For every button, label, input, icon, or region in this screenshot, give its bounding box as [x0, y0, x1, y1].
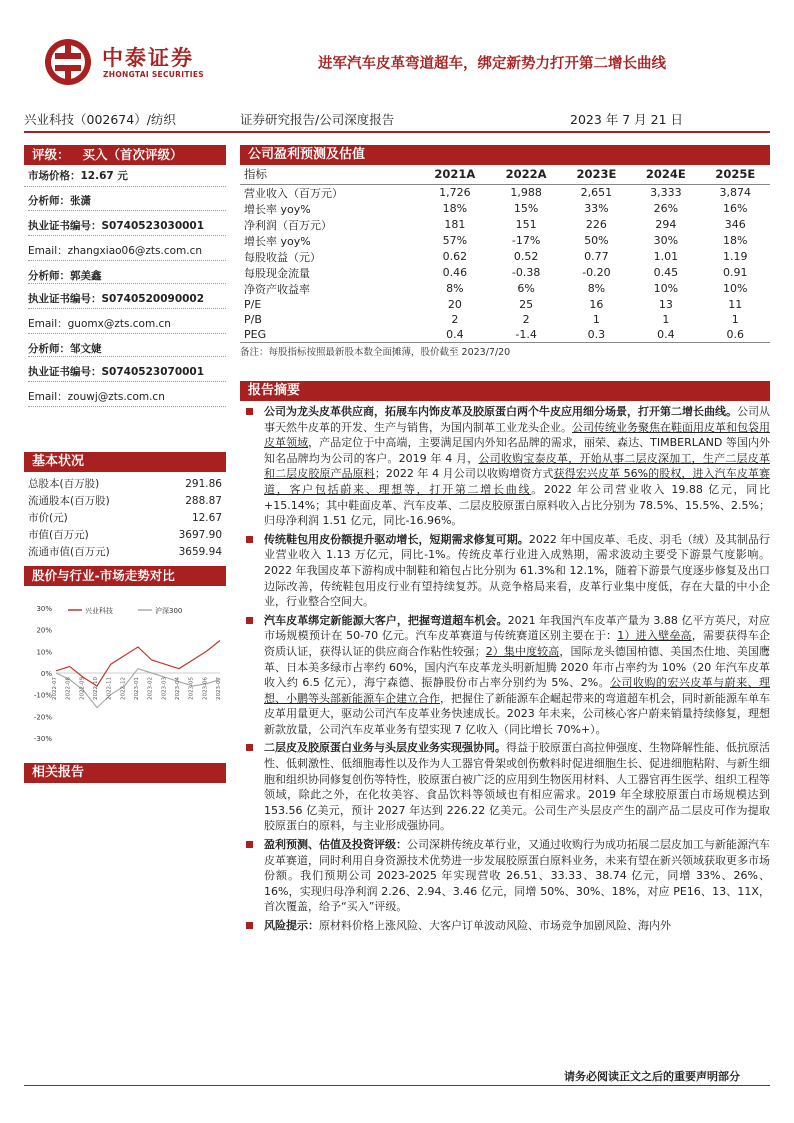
- x-tick-label: 2022-08: [65, 677, 72, 700]
- basic-title: 基本状况: [24, 452, 226, 472]
- header-rule: [24, 131, 770, 133]
- x-tick-label: 2023-07: [216, 677, 222, 700]
- x-tick-label: 2022-09: [79, 677, 86, 700]
- forecast-row: 每股收益（元） 0.62 0.52 0.77 1.01 1.19: [244, 250, 748, 264]
- x-tick-label: 2022-12: [120, 677, 127, 700]
- x-tick-label: 2023-03: [161, 677, 168, 700]
- forecast-row: P/E 20 25 16 13 11: [244, 297, 743, 311]
- summary-paragraph-3: 汽车皮革绑定新能源大客户，把握弯道超车机会。2021 年我国汽车皮革产量为 3.88 亿平方英尺，对应市场规模预计在 50-70 亿元。汽车皮革赛道与传统赛道区别主要在于：1）进入壁垒高，需要获得车企资质认证，获得认证的供应商合作粘性较强；2）集中度较高，国际龙头德国柏德、美国杰仕地、美国鹰革、日本美多绿市占率约 60%，国内汽车皮革龙头明新旭腾 2020 年市占率约为 10%（20 年汽车皮革收入约 6.5 亿元），海宁森德、振静股份市占率分别约为 5%、2%。公司收购的宏兴皮革与蔚来、理想、小鹏等头部新能源车企建立合作，把握住了新能源车企崛起带来的弯道超车机会，同时新能源车单车皮革用量更大，驱动公司汽车皮革业务快速成长。2023 年未来，公司核心客户蔚来销量持续修复，理想新款放量，公司汽车皮革业务有望实现 7 亿收入（同比增长 70%+）。: [240, 613, 770, 738]
- forecast-note: 备注：每股指标按照最新股本数全面摊薄，股价截至 2023/7/20: [240, 342, 770, 358]
- y-tick-label: -10%: [33, 691, 52, 700]
- report-title: 进军汽车皮革弯道超车，绑定新势力打开第二增长曲线: [318, 56, 666, 72]
- summary-paragraph-2: 传统鞋包用皮份额提升驱动增长，短期需求修复可期。2022 年中国皮革、毛皮、羽毛（绒）及其制品行业营业收入 1.13 万亿元，同比-1%。传统皮革行业进入成熟期，需求波动主要受下游景气度影响。2022 年我国皮革下游构成中制鞋和箱包占比分别为 61.3%和 12.1%，随着下游景气度逐步修复及出口边际改善，传统鞋包用皮行业有望持续复苏。从竞争格局来看，皮革行业集中度低，存在大量的中小企业，行业整合空间大。: [240, 532, 770, 610]
- forecast-row: P/B 2 2 1 1 1: [244, 312, 739, 326]
- forecast-title: 公司盈利预测及估值: [240, 145, 770, 165]
- y-tick-label: 30%: [36, 605, 52, 613]
- sidebar: [24, 145, 226, 407]
- summary-paragraph-4: 二层皮及胶原蛋白业务与头层皮业务实现强协同。得益于胶原蛋白高拉伸强度、生物降解性能、低抗原活性、低刺激性、低细胞毒性以及作为人工器官骨架或创伤敷料时促进细胞生长、促进细胞粘附、与新生细胞和组织协同修复创伤等特性，胶原蛋白被广泛的应用到生物医用材料、人工器官再生医学、组织工程等领域，除此之外，在化妆美容、食品饮料等领域也有相应需求。2019 年全球胶原蛋白市场规模达到 153.56 亿美元，预计 2027 年达到 226.22 亿美元。公司生产头层皮产生的副产品二层皮可作为提取胶原蛋白的原料，与主业形成强协同。: [240, 740, 770, 834]
- x-tick-label: 2023-06: [202, 677, 209, 700]
- trend-title: 股价与行业-市场走势对比: [24, 566, 226, 586]
- basic-row: 流通股本(百万股) 288.87: [28, 495, 222, 507]
- basic-row: 流通市值(百万元) 3659.94: [28, 546, 222, 558]
- basic-row: 市值(百万元) 3697.90: [28, 529, 222, 541]
- trend-section: [24, 566, 226, 586]
- summary-section: [240, 381, 770, 934]
- forecast-row: 每股现金流量 0.46 -0.38 -0.20 0.45 0.91: [244, 266, 748, 280]
- forecast-table: [240, 165, 770, 342]
- y-tick-label: -30%: [33, 735, 52, 743]
- report-type: 证券研究报告/公司深度报告: [240, 112, 395, 127]
- footer-rule: [24, 1085, 770, 1086]
- related-title: 相关报告: [24, 763, 226, 783]
- forecast-section: [240, 145, 770, 358]
- x-tick-label: 2022-07: [52, 677, 58, 700]
- basic-row: 总股本(百万股) 291.86: [28, 478, 222, 490]
- analyst-email[interactable]: guomx@zts.com.cn: [67, 318, 171, 330]
- logo-mark-icon: [42, 36, 94, 88]
- y-tick-label: 0%: [40, 670, 52, 678]
- analyst-block-3: 分析师：邹文婕 执业证书编号：S0740523070001 Email：zouwj@zts.com.cn: [24, 334, 226, 407]
- forecast-row: 增长率 yoy% 18% 15% 33% 26% 16%: [244, 202, 748, 216]
- forecast-header-row: 指标 2021A 2022A 2023E 2024E 2025E: [240, 165, 770, 184]
- y-tick-label: 10%: [36, 648, 52, 657]
- legend-label: 兴业科技: [85, 607, 113, 615]
- x-tick-label: 2022-11: [106, 677, 113, 700]
- summary-title: 报告摘要: [240, 381, 770, 401]
- bullet-square-icon: [246, 536, 253, 543]
- x-tick-label: 2023-04: [175, 677, 181, 700]
- bullet-square-icon: [246, 841, 253, 848]
- x-tick-label: 2023-02: [147, 677, 154, 700]
- company-label: 兴业科技（002674）/纺织: [24, 112, 176, 127]
- bullet-square-icon: [246, 922, 253, 929]
- forecast-row: 净资产收益率 8% 6% 8% 10% 10%: [244, 282, 748, 296]
- market-price: 市场价格：12.67 元: [24, 165, 226, 187]
- summary-paragraph-5: 盈利预测、估值及投资评级：公司深耕传统皮革行业，又通过收购行为成功拓展二层皮加工与新能源汽车皮革赛道，同时利用自身资源技术优势进一步发展胶原蛋白原料业务，未来有望在新兴领域获取更多市场份额。我们预期公司 2023-2025 年实现营收 26.51、33.33、38.74 亿元，同增 33%、26%、16%，实现归母净利润 2.26、2.94、3.46 亿元，同增 50%、30%、18%，对应 PE16、13、11X，首次覆盖，给予“买入”评级。: [240, 837, 770, 915]
- x-tick-label: 2023-05: [188, 677, 195, 700]
- rating-bar: 评级： 买入（首次评级）: [24, 145, 226, 165]
- analyst-block-1: 分析师：张潇 执业证书编号：S0740523030001 Email：zhangxiao06@zts.com.cn: [24, 187, 226, 261]
- x-tick-label: 2023-01: [134, 677, 140, 700]
- y-tick-label: 20%: [36, 626, 52, 635]
- trend-chart: [24, 598, 226, 748]
- logo-english: ZHONGTAI SECURITIES: [103, 70, 204, 79]
- bullet-square-icon: [246, 744, 253, 751]
- basic-row: 市价(元) 12.67: [28, 512, 222, 524]
- related-section: [24, 763, 226, 783]
- bullet-square-icon: [246, 408, 253, 415]
- analyst-block-2: 分析师：郭美鑫 执业证书编号：S0740520090002 Email：guomx@zts.com.cn: [24, 261, 226, 334]
- basic-info: [24, 452, 226, 561]
- logo-name: 中泰证券: [102, 45, 194, 70]
- analyst-email[interactable]: zouwj@zts.com.cn: [67, 391, 165, 403]
- forecast-row: 净利润（百万元） 181 151 226 294 346: [244, 218, 746, 232]
- analyst-email[interactable]: zhangxiao06@zts.com.cn: [67, 245, 203, 257]
- x-tick-label: 2022-10: [93, 677, 99, 700]
- legend-label: 沪深300: [155, 607, 183, 615]
- footer-notice: 请务必阅读正文之后的重要声明部分: [564, 1070, 740, 1083]
- summary-paragraph-6: 风险提示：原材料价格上涨风险、大客户订单波动风险、市场竞争加剧风险、海内外: [240, 918, 770, 934]
- forecast-row: PEG 0.4 -1.4 0.3 0.4 0.6: [244, 328, 745, 342]
- summary-paragraph-1: 公司为龙头皮革供应商，拓展车内饰皮革及胶原蛋白两个牛皮应用细分场景，打开第二增长曲线。公司从事天然牛皮革的开发、生产与销售，为国内制革工业龙头企业。公司传统业务聚焦在鞋面用皮革和包袋用皮革领域，产品定位于中高端，主要满足国内外知名品牌的需求，丽荣、森达、TIMBERLAND 等国内外知名品牌均为公司的客户。2019 年 4 月，公司收购宝泰皮革，开始从事二层皮深加工，生产二层皮革和二层皮胶原产品原料；2022 年 4 月公司以收购增资方式获得宏兴皮革 56%的股权，进入汽车皮革赛道，客户包括蔚来、理想等，打开第二增长曲线。2022 年公司营业收入 19.88 亿元，同比+15.14%；其中鞋面皮革、汽车皮革、二层皮胶原蛋白原料收入占比分别为 78.5%、15.5%、2.5%；归母净利润 1.51 亿元，同比-16.96%。: [240, 404, 770, 529]
- bullet-square-icon: [246, 617, 253, 624]
- forecast-row: 营业收入（百万元） 1,726 1,988 2,651 3,333 3,874: [244, 186, 752, 200]
- forecast-row: 增长率 yoy% 57% -17% 50% 30% 18%: [244, 234, 748, 248]
- report-date: 2023 年 7 月 21 日: [570, 112, 684, 127]
- y-tick-label: -20%: [33, 713, 52, 722]
